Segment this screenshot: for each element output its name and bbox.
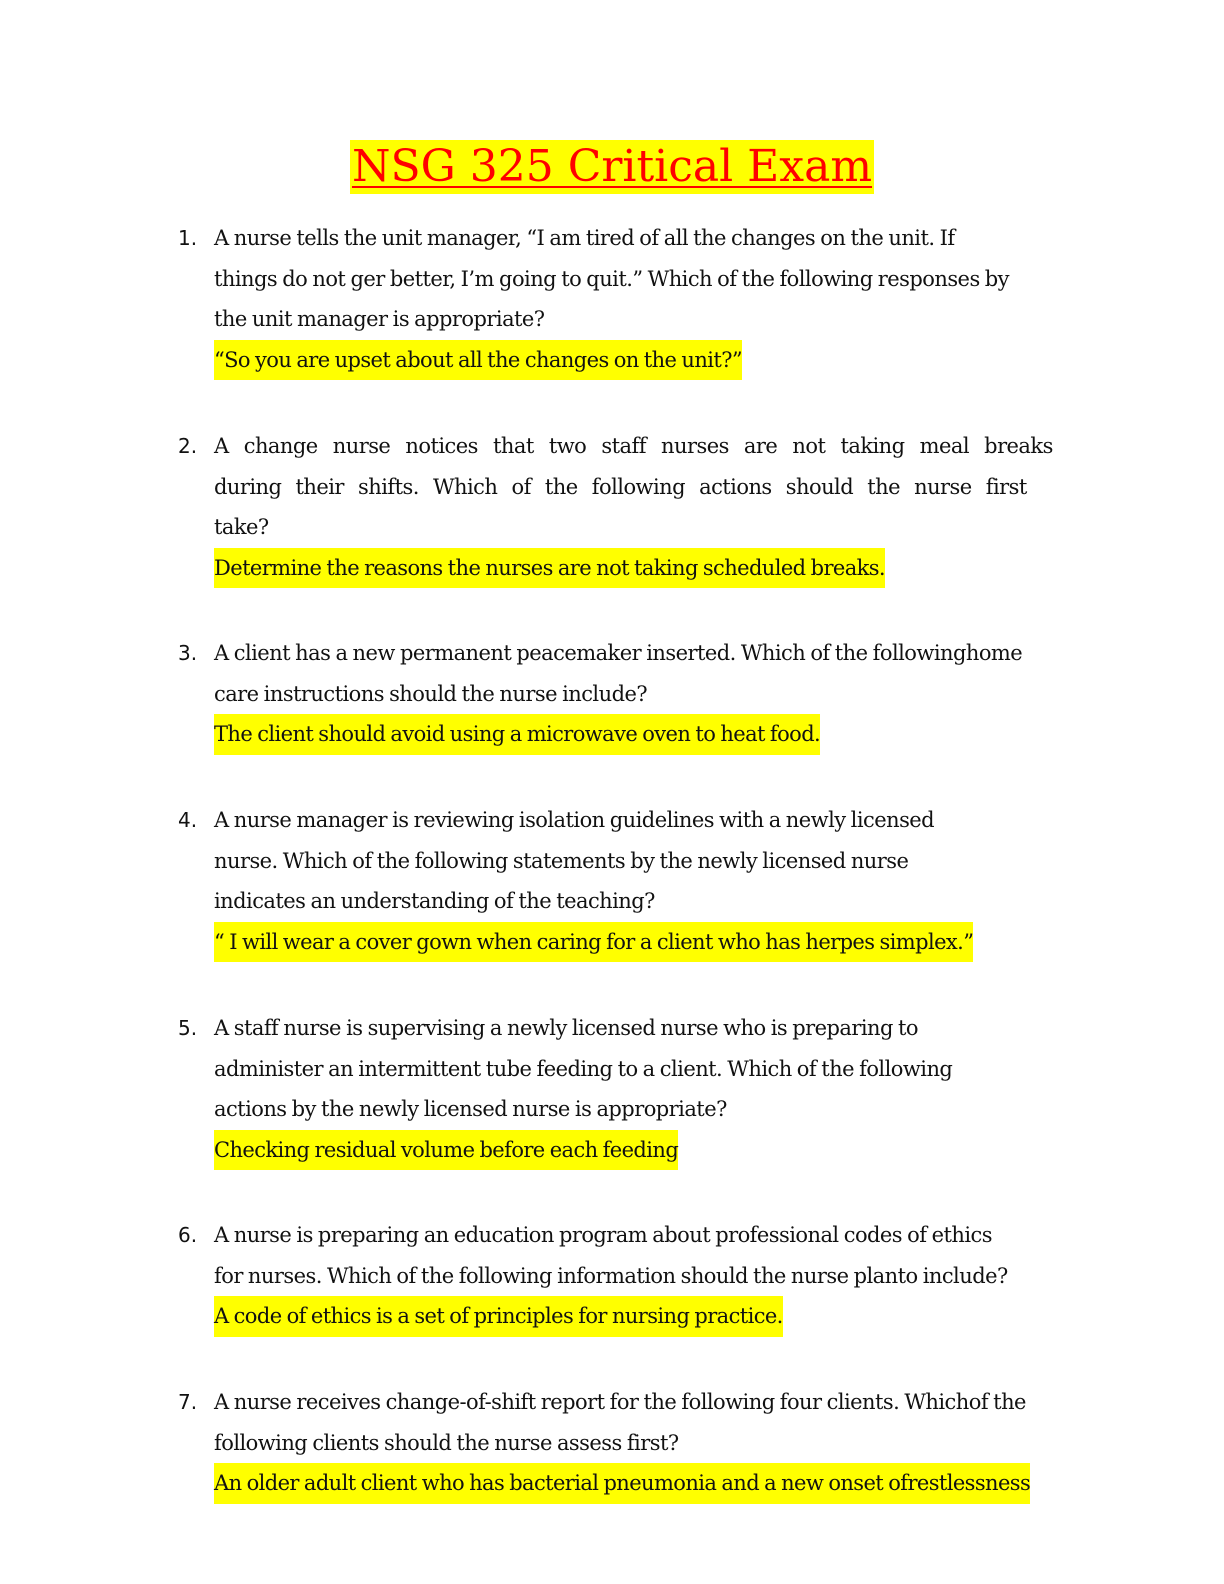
question-text-line: nurse. Which of the following statements by the newly licensed nurse	[214, 848, 909, 873]
title-wrapper	[0, 140, 1224, 194]
question-text-line: administer an intermittent tube feeding to a client. Which of the following	[214, 1056, 953, 1081]
question-number: 1.	[178, 226, 198, 250]
question-body	[214, 1215, 1056, 1337]
question-text-line: A nurse manager is reviewing isolation guidelines with a newly licensed	[214, 808, 935, 832]
question-text-line: things do not ger better, I’m going to quit.” Which of the following responses by	[214, 266, 1009, 291]
answer-highlight: Checking residual volume before each feeding	[214, 1130, 678, 1171]
answer-highlight: A code of ethics is a set of principles for nursing practice.	[214, 1296, 783, 1337]
question-text-line: A client has a new permanent peacemaker inserted. Which of the followinghome	[214, 641, 1023, 665]
question-body	[214, 1008, 1056, 1170]
question-text-line: indicates an understanding of the teaching?	[214, 889, 655, 913]
question-text-line: actions by the newly licensed nurse is appropriate?	[214, 1097, 727, 1121]
question-body	[214, 426, 1056, 588]
question-number: 2.	[178, 434, 198, 458]
question-text-line: A nurse receives change-of-shift report for the following four clients. Whichof the	[214, 1390, 1026, 1414]
question-body	[214, 800, 1056, 962]
question-number: 4.	[178, 808, 198, 832]
answer-highlight: The client should avoid using a microwave oven to heat food.	[214, 714, 820, 755]
question-text-line: care instructions should the nurse include?	[214, 681, 648, 706]
answer-highlight: An older adult client who has bacterial pneumonia and a new onset ofrestlessness	[214, 1463, 1030, 1504]
question-text-line: A staff nurse is supervising a newly licensed nurse who is preparing to	[214, 1016, 918, 1040]
answer-highlight: Determine the reasons the nurses are not taking scheduled breaks.	[214, 548, 885, 589]
question-number: 6.	[178, 1223, 198, 1247]
question-body	[214, 1382, 1056, 1504]
question-number: 3.	[178, 641, 198, 665]
question-number: 7.	[178, 1390, 198, 1414]
answer-highlight: “So you are upset about all the changes on the unit?”	[214, 340, 742, 381]
question-text-line: A nurse tells the unit manager, “I am tired of all the changes on the unit. If	[214, 226, 955, 250]
question-text-line: following clients should the nurse assess first?	[214, 1430, 679, 1455]
question-text-line: A change nurse notices that two staff nurses are not taking meal breaks	[214, 434, 1053, 458]
answer-highlight: “ I will wear a cover gown when caring for a client who has herpes simplex.”	[214, 922, 973, 963]
question-text-line: during their shifts. Which of the following actions should the nurse first	[214, 474, 1027, 499]
document-title: NSG 325 Critical Exam	[351, 141, 873, 192]
question-body	[214, 633, 1056, 755]
question-number: 5.	[178, 1016, 198, 1040]
question-text-line: A nurse is preparing an education program about professional codes of ethics	[214, 1223, 992, 1247]
question-text-line: for nurses. Which of the following information should the nurse planto include?	[214, 1263, 1008, 1288]
question-text-line: take?	[214, 515, 269, 539]
question-body	[214, 218, 1056, 380]
question-text-line: the unit manager is appropriate?	[214, 307, 545, 331]
